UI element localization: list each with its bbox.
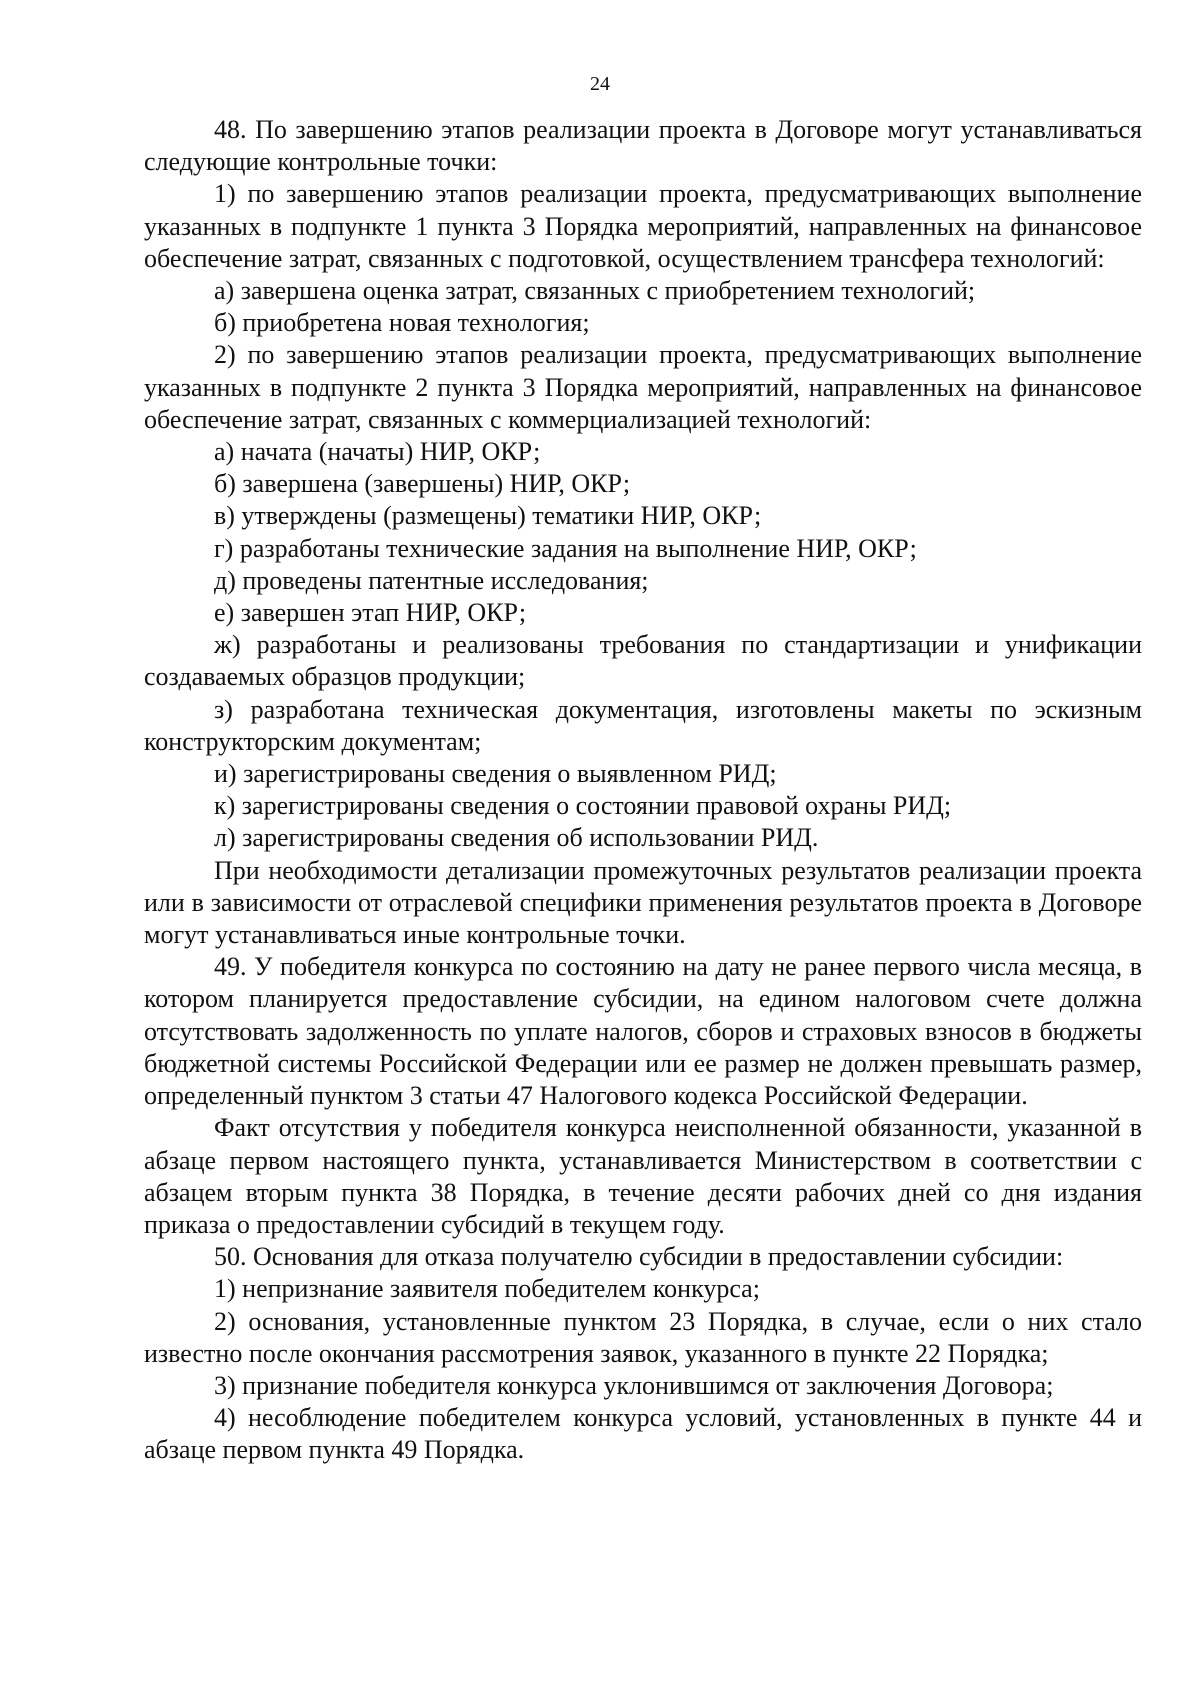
paragraph-50-intro: 50. Основания для отказа получателю субсидии в предоставлении субсидии:	[214, 1242, 1064, 1272]
paragraph-48-2-g: г) разработаны технические задания на выполнение НИР, ОКР;	[214, 533, 917, 563]
paragraph-48-2-e: е) завершен этап НИР, ОКР;	[214, 598, 527, 628]
paragraph-48-2-b: б) завершена (завершены) НИР, ОКР;	[214, 469, 631, 499]
paragraph-48-2-l: л) зарегистрированы сведения об использовании РИД.	[214, 823, 819, 853]
paragraph-48-2-z: з) разработана техническая документация, изготовлены макеты по эскизным конструкторским документам;	[144, 694, 1142, 756]
paragraph-48-intro: 48. По завершению этапов реализации проекта в Договоре могут устанавливаться следующие контрольные точки:	[144, 115, 1142, 177]
paragraph-48-2-d: д) проведены патентные исследования;	[214, 565, 649, 595]
paragraph-48-2-v: в) утверждены (размещены) тематики НИР, ОКР;	[214, 501, 762, 531]
paragraph-50-item-3: 3) признание победителя конкурса уклонившимся от заключения Договора;	[214, 1370, 1054, 1400]
paragraph-48-2-i: и) зарегистрированы сведения о выявленном РИД;	[214, 759, 777, 789]
paragraph-50-item-1: 1) непризнание заявителя победителем конкурса;	[214, 1274, 760, 1304]
paragraph-50-item-4: 4) несоблюдение победителем конкурса условий, установленных в пункте 44 и абзаце первом пункта 49 Порядка.	[144, 1403, 1142, 1465]
paragraph-48-item-2: 2) по завершению этапов реализации проекта, предусматривающих выполнение указанных в подпункте 2 пункта 3 Порядка мероприятий, направленных на финансовое обеспечение затрат, связанных с коммерциализацией технологий:	[144, 340, 1142, 434]
paragraph-48-2-zh: ж) разработаны и реализованы требования по стандартизации и унификации создаваемых образцов продукции;	[144, 630, 1142, 692]
paragraph-49-fact: Факт отсутствия у победителя конкурса неисполненной обязанности, указанной в абзаце первом настоящего пункта, устанавливается Министерством в соответствии с абзацем вторым пункта 38 Порядка, в течение десяти рабочих дней со дня издания приказа о предоставлении субсидий в текущем году.	[144, 1113, 1142, 1239]
paragraph-48-2-a: а) начата (начаты) НИР, ОКР;	[214, 437, 541, 467]
document-body	[144, 114, 1142, 1467]
paragraph-50-item-2: 2) основания, установленные пунктом 23 Порядка, в случае, если о них стало известно после окончания рассмотрения заявок, указанного в пункте 22 Порядка;	[144, 1306, 1142, 1368]
page-number: 24	[590, 73, 610, 95]
paragraph-49: 49. У победителя конкурса по состоянию на дату не ранее первого числа месяца, в котором планируется предоставление субсидии, на едином налоговом счете должна отсутствовать задолженность по уплате налогов, сборов и страховых взносов в бюджеты бюджетной системы Российской Федерации или ее размер не должен превышать размер, определенный пунктом 3 статьи 47 Налогового кодекса Российской Федерации.	[144, 952, 1142, 1111]
paragraph-48-2-k: к) зарегистрированы сведения о состоянии правовой охраны РИД;	[214, 791, 952, 821]
paragraph-48-1-a: а) завершена оценка затрат, связанных с приобретением технологий;	[214, 276, 976, 306]
paragraph-48-other-checkpoints: При необходимости детализации промежуточных результатов реализации проекта или в зависимости от отраслевой специфики применения результатов проекта в Договоре могут устанавливаться иные контрольные точки.	[144, 855, 1142, 950]
paragraph-48-1-b: б) приобретена новая технология;	[214, 308, 590, 338]
paragraph-48-item-1: 1) по завершению этапов реализации проекта, предусматривающих выполнение указанных в подпункте 1 пункта 3 Порядка мероприятий, направленных на финансовое обеспечение затрат, связанных с подготовкой, осуществлением трансфера технологий:	[144, 179, 1142, 273]
